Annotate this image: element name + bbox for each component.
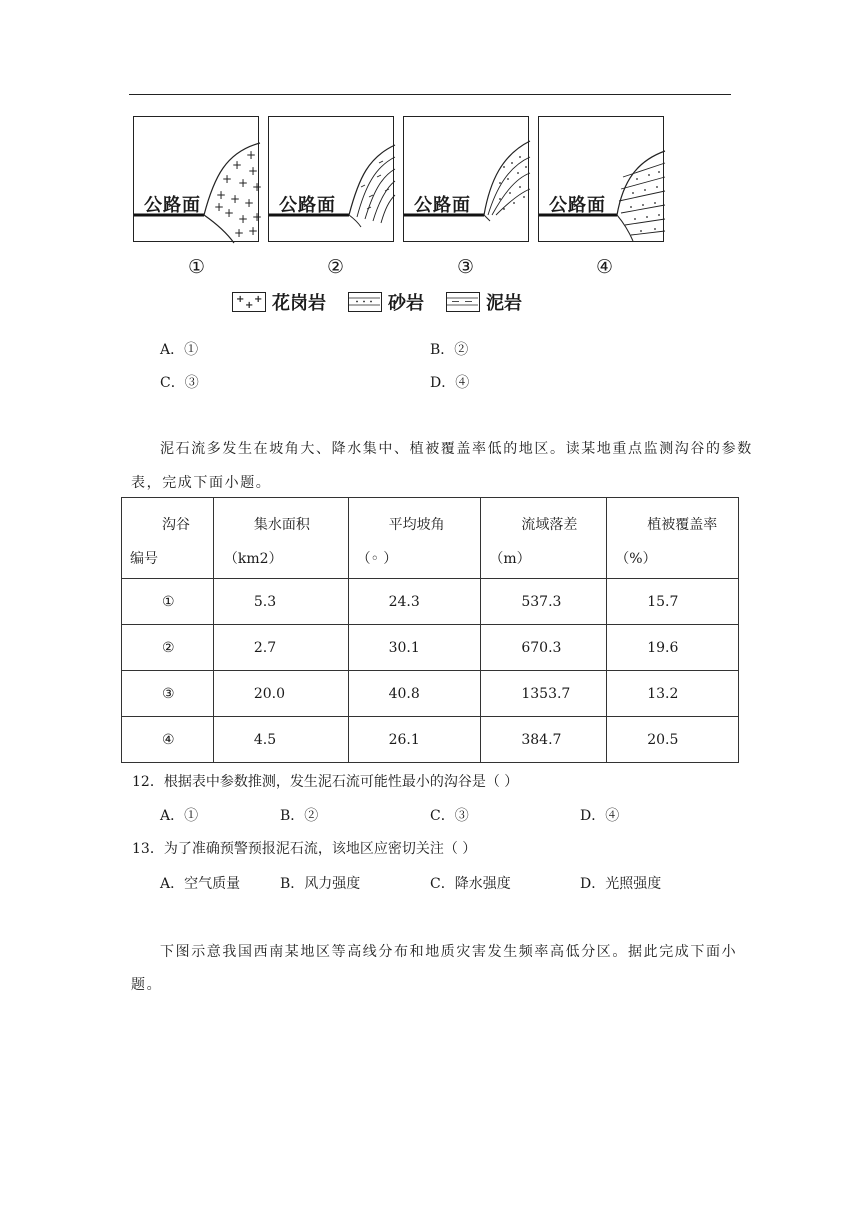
question-12-stem: 12．根据表中参数推测，发生泥石流可能性最小的沟谷是（ ） [132, 774, 519, 790]
header-line1: 沟谷 [162, 517, 190, 533]
table-cell: 1353.7 [481, 671, 607, 717]
road-surface-label: 公路面 [279, 195, 336, 216]
table-cell: 20.5 [607, 717, 739, 763]
header-cell [481, 498, 607, 579]
mudstone-swatch-icon [446, 292, 480, 312]
intro-paragraph-line1: 泥石流多发生在坡角大、降水集中、植被覆盖率低的地区。读某地重点监测沟谷的参数 [160, 441, 753, 457]
q11-option-c: C．③ [160, 375, 199, 391]
granite-swatch-icon [232, 292, 266, 312]
q13-option-b: B．风力强度 [280, 876, 361, 892]
sandstone-slope-drawing [404, 117, 530, 243]
header-cell [213, 498, 348, 579]
header-cell [122, 498, 214, 579]
table-cell: 384.7 [481, 717, 607, 763]
q11-option-b: B．② [430, 342, 469, 358]
table-row [122, 625, 739, 671]
panel-number-2: ② [327, 256, 345, 278]
panel-number-4: ④ [596, 256, 614, 278]
road-surface-label: 公路面 [414, 195, 471, 216]
svg-text:+: + [248, 164, 259, 178]
sandstone-swatch-icon [348, 292, 382, 312]
header-line1: 流域落差 [521, 517, 578, 533]
table-cell: 5.3 [213, 579, 348, 625]
intro-paragraph-line2: 表，完成下面小题。 [131, 475, 272, 491]
intro2-paragraph-line1: 下图示意我国西南某地区等高线分布和地质灾害发生频率高低分区。据此完成下面小 [160, 944, 738, 960]
q11-option-d: D．④ [430, 375, 470, 391]
table-cell: 30.1 [348, 625, 481, 671]
granite-slope-drawing [134, 117, 263, 243]
road-surface-label: 公路面 [144, 195, 201, 216]
table-cell: 40.8 [348, 671, 481, 717]
svg-text:+: + [252, 180, 263, 194]
q12-option-a: A．① [160, 808, 199, 824]
table-cell: ② [122, 625, 214, 671]
header-line2: 编号 [130, 551, 158, 567]
svg-text:+: + [236, 294, 245, 305]
svg-text:+: + [238, 212, 249, 226]
gully-parameter-table [121, 497, 739, 763]
svg-text:+: + [214, 200, 225, 214]
q13-option-d: D．光照强度 [580, 876, 662, 892]
svg-text:+: + [246, 148, 257, 162]
table-cell: 537.3 [481, 579, 607, 625]
legend-label: 花岗岩 [272, 293, 326, 314]
q12-option-b: B．② [280, 808, 319, 824]
table-row [122, 717, 739, 763]
table-cell: 20.0 [213, 671, 348, 717]
table-cell: 670.3 [481, 625, 607, 671]
table-cell: 2.7 [213, 625, 348, 671]
svg-text:+: + [224, 206, 235, 220]
q13-option-a: A．空气质量 [160, 876, 241, 892]
question-13-stem: 13．为了准确预警预报泥石流，该地区应密切关注（ ） [132, 841, 477, 857]
svg-text:+: + [234, 226, 245, 240]
table-cell: ③ [122, 671, 214, 717]
q12-option-d: D．④ [580, 808, 620, 824]
header-line1: 平均坡角 [388, 517, 445, 533]
table-row [122, 671, 739, 717]
table-cell: ④ [122, 717, 214, 763]
header-line2: （◦ ） [356, 551, 398, 567]
table-row [122, 579, 739, 625]
legend-sandstone [348, 290, 424, 314]
table-cell: 13.2 [607, 671, 739, 717]
table-cell: 24.3 [348, 579, 481, 625]
table-cell: 4.5 [213, 717, 348, 763]
table-header-row [122, 498, 739, 579]
sandstone-mudstone-slope-drawing [539, 117, 665, 243]
legend-granite [232, 290, 326, 314]
cross-section-panel-1 [133, 116, 263, 242]
q11-option-a: A．① [160, 342, 199, 358]
svg-text:+: + [245, 300, 254, 311]
svg-text:+: + [222, 172, 233, 186]
top-rule [129, 94, 731, 95]
legend-label: 泥岩 [486, 293, 522, 314]
cross-section-panel-2 [268, 116, 394, 242]
mudstone-slope-drawing [269, 117, 395, 243]
table-cell: 15.7 [607, 579, 739, 625]
svg-text:+: + [248, 224, 259, 238]
header-cell [348, 498, 481, 579]
header-line2: （m） [489, 551, 531, 567]
q12-option-c: C．③ [430, 808, 469, 824]
svg-text:+: + [232, 158, 243, 172]
table-cell: 26.1 [348, 717, 481, 763]
svg-text:+: + [244, 196, 255, 210]
header-cell [607, 498, 739, 579]
header-line1: 集水面积 [253, 517, 310, 533]
q13-option-c: C．降水强度 [430, 876, 511, 892]
svg-text:+: + [238, 176, 249, 190]
legend-label: 砂岩 [388, 293, 424, 314]
intro2-paragraph-line2: 题。 [131, 977, 163, 993]
svg-text:+: + [252, 210, 263, 224]
panel-number-3: ③ [457, 256, 475, 278]
header-line1: 植被覆盖率 [647, 517, 718, 533]
legend-mudstone [446, 290, 522, 314]
svg-text:+: + [254, 294, 263, 305]
panel-number-1: ① [188, 256, 206, 278]
header-line2: （km2） [223, 551, 283, 567]
header-line2: （%） [615, 551, 657, 567]
cross-section-panel-4 [538, 116, 664, 242]
table-cell: ① [122, 579, 214, 625]
svg-text:+: + [230, 192, 241, 206]
svg-text:+: + [216, 188, 227, 202]
table-cell: 19.6 [607, 625, 739, 671]
road-surface-label: 公路面 [549, 195, 606, 216]
cross-section-panel-3 [403, 116, 529, 242]
